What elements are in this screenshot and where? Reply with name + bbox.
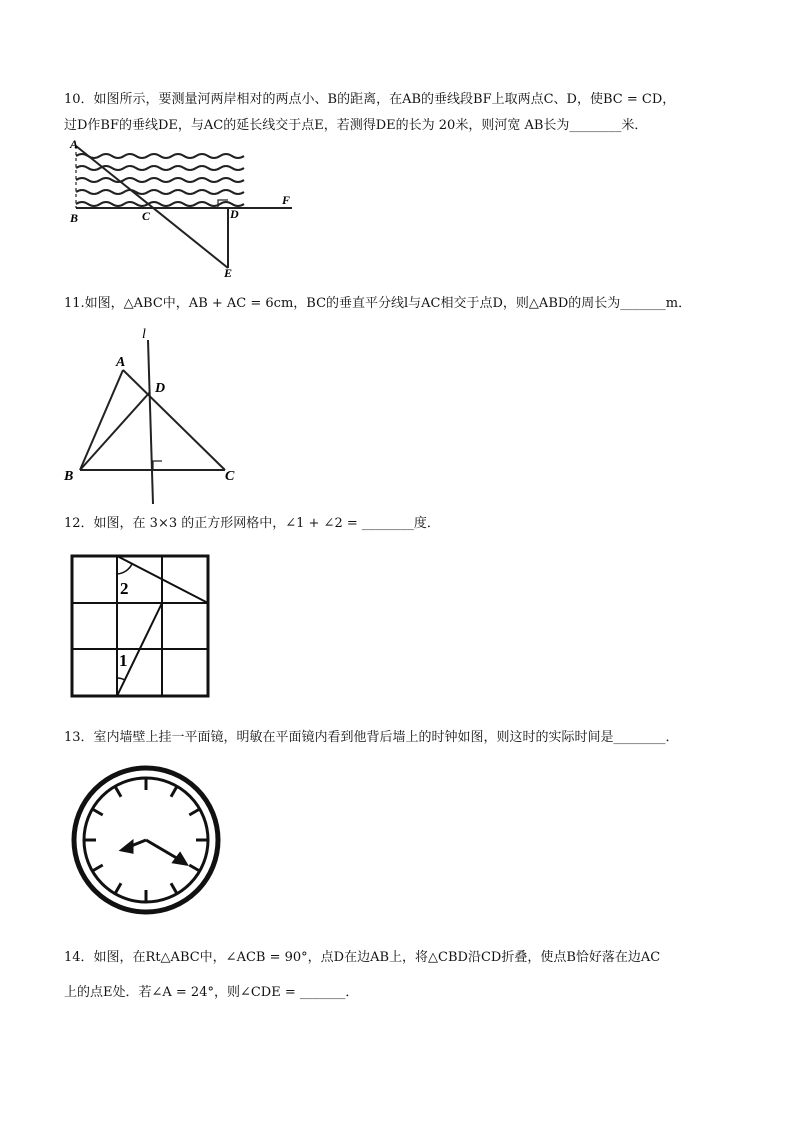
label-l: l: [142, 327, 146, 342]
q14-text-line-1: 14．如图，在Rt△ABC中，∠ACB = 90°，点D在边AB上，将△CBD沿CD折叠，使点B恰好落在边AC: [64, 950, 661, 965]
side-AB: [80, 370, 123, 470]
label-D: D: [230, 207, 239, 221]
side-AC: [123, 370, 225, 470]
grid-border: [72, 556, 208, 696]
minute-hand: [146, 840, 180, 860]
clock-hands: [122, 840, 186, 864]
q12-text-line-1: 12．如图，在 3×3 的正方形网格中，∠1 + ∠2 = ________度．: [64, 516, 440, 531]
label-C: C: [142, 209, 151, 223]
label-A: A: [116, 355, 126, 370]
label-B: B: [70, 211, 79, 225]
q12-grid-figure: [68, 552, 218, 702]
q10-text-line-1: 10．如图所示，要测量河两岸相对的两点小、B的距离，在AB的垂线段BF上取两点C、D，使BC = CD，: [64, 92, 676, 107]
label-E: E: [224, 266, 233, 278]
minute-hand-tip: [174, 854, 186, 864]
label-D: D: [155, 381, 166, 396]
hour-hand-tip: [122, 842, 132, 852]
angle-1-label: 1: [119, 651, 128, 670]
label-C: C: [225, 469, 235, 484]
bisector-l: [148, 340, 153, 504]
q14-text-line-2: 上的点E处．若∠A = 24°，则∠CDE = _______．: [64, 985, 359, 1000]
river-waves: [76, 154, 244, 206]
segment-BD: [80, 392, 150, 470]
angle-2-arc: [117, 564, 132, 574]
q11-triangle-figure: [60, 322, 250, 507]
q11-text-line-1: 11.如图，△ABC中，AB + AC = 6cm，BC的垂直平分线l与AC相交于点D，则△ABD的周长为_______m．: [64, 296, 692, 311]
label-A: A: [70, 138, 79, 151]
label-B: B: [64, 469, 74, 484]
q13-text-line-1: 13．室内墙壁上挂一平面镜，明敏在平面镜内看到他背后墙上的时钟如图，则这时的实际时间是________．: [64, 730, 679, 745]
angle-1-arc: [117, 678, 125, 680]
grid-lines: [72, 556, 208, 696]
q10-river-figure: [60, 138, 300, 278]
q10-text-line-2: 过D作BF的垂线DE，与AC的延长线交于点E，若测得DE的长为 20米，则河宽 AB长为________米．: [64, 118, 648, 133]
angle-2-label: 2: [120, 579, 129, 598]
q13-clock-figure: [68, 760, 228, 920]
label-F: F: [282, 193, 291, 207]
right-angle-mark: [153, 461, 162, 470]
